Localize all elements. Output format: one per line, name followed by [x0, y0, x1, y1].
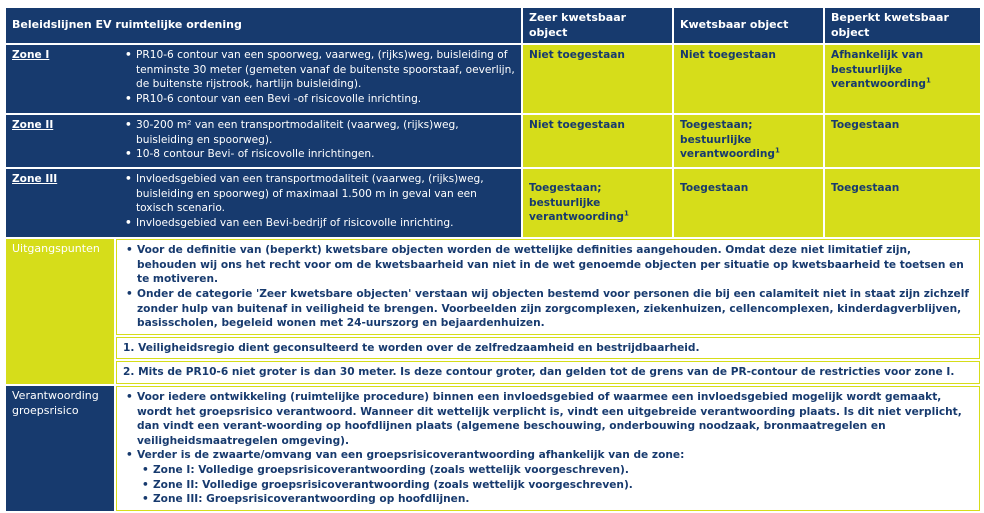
- zone-3-zeer: [523, 169, 672, 237]
- zone-2-kwetsbaar: [674, 115, 823, 167]
- uitgangspunten-bullets: [123, 243, 973, 331]
- header-beperkt-kwetsbaar: Beperkt kwetsbaar object: [825, 8, 980, 43]
- zone-2-bullets: [122, 118, 515, 162]
- zone-weight-2: • Zone II: Volledige groepsrisicoverantwoording (zoals wettelijk voorgeschreven).: [153, 478, 973, 493]
- zone-3-zeer-footnote: 1: [623, 209, 629, 218]
- header-row: [6, 8, 980, 43]
- verantwoording-row: [6, 386, 980, 511]
- zone-row-3: [6, 169, 980, 237]
- zone-3-kwetsbaar: Toegestaan: [674, 169, 823, 237]
- zone-3-bullet-2: • Invloedsgebied van een Bevi-bedrijf of risicovolle inrichting.: [136, 216, 515, 231]
- policy-table-container: [4, 6, 980, 513]
- zone-3-bullets: [122, 172, 515, 230]
- verantwoording-section: [6, 386, 980, 511]
- footnote-1: 1. Veiligheidsregio dient geconsulteerd te worden over de zelfredzaamheid en bestrijdbaarheid.: [116, 337, 980, 360]
- zone-3-beperkt: Toegestaan: [825, 169, 980, 237]
- zone-1-bullet-2: • PR10-6 contour van een Bevi -of risicovolle inrichting.: [136, 92, 515, 107]
- zone-2-kwetsbaar-footnote: 1: [774, 146, 780, 155]
- zone-row-1: [6, 45, 980, 113]
- uitgangspunten-bullet-2: • Onder de categorie 'Zeer kwetsbare objecten' verstaan wij objecten bestemd voor personen die bij een calamiteit niet in staat zijn zichzelf zonder hulp van buitenaf in veiligheid te brengen. Voorbeelden zijn zorgcomplexen, ziekenhuizen, cellencomplexen, kinderdagverblijven, basisscholen, begeleid wonen met 24-uurszorg en bejaardenhuizen.: [137, 287, 973, 331]
- zone-weight-3: • Zone III: Groepsrisicoverantwoording op hoofdlijnen.: [153, 492, 973, 507]
- zone-1-bullet-1: • PR10-6 contour van een spoorweg, vaarweg, (rijks)weg, buisleiding of tenminste 30 meter (gemeten vanaf de buitenste spoorstaaf, oeverlijn, de buitenste rijstrook, hartlijn buisleiding).: [136, 48, 515, 92]
- uitgangspunten-section: [6, 239, 980, 384]
- zone-3-zeer-text: Toegestaan; bestuurlijke verantwoording: [529, 182, 624, 224]
- zone-weight-1: • Zone I: Volledige groepsrisicoverantwoording (zoals wettelijk voorgeschreven).: [153, 463, 973, 478]
- zone-1-beperkt: [825, 45, 980, 113]
- zone-3-title: Zone III: [12, 173, 58, 186]
- policy-table: [4, 6, 982, 513]
- zone-2-bullet-1: • 30-200 m² van een transportmodaliteit (vaarweg, (rijks)weg, buisleiding en spoorweg).: [136, 118, 515, 147]
- zone-2-beperkt: Toegestaan: [825, 115, 980, 167]
- zone-3-bullet-1: • Invloedsgebied van een transportmodaliteit (vaarweg, (rijks)weg, buisleiding en spoorweg) of maximaal 1.500 m in geval van een toxisch scenario.: [136, 172, 515, 216]
- zone-1-beperkt-footnote: 1: [925, 76, 931, 85]
- header-zeer-kwetsbaar: Zeer kwetsbaar object: [523, 8, 672, 43]
- zone-2-zeer: Niet toegestaan: [523, 115, 672, 167]
- header-policy: Beleidslijnen EV ruimtelijke ordening: [6, 8, 521, 43]
- zone-2-title: Zone II: [12, 119, 54, 132]
- zone-1-bullets: [122, 48, 515, 106]
- verantwoording-bullets: [123, 390, 973, 507]
- footnote-2: 2. Mits de PR10-6 niet groter is dan 30 meter. Is deze contour groter, dan gelden tot de grens van de PR-contour de restricties voor zone I.: [116, 361, 980, 384]
- header-kwetsbaar: Kwetsbaar object: [674, 8, 823, 43]
- verantwoording-bullet-2: [137, 448, 973, 506]
- verantwoording-content: [116, 386, 980, 511]
- uitgangspunten-label: Uitgangspunten: [6, 239, 114, 384]
- zone-2-kwetsbaar-text: Toegestaan; bestuurlijke verantwoording: [680, 119, 775, 161]
- zone-1-beperkt-text: Afhankelijk van bestuurlijke verantwoording: [831, 49, 926, 91]
- zone-1-description: [6, 45, 521, 113]
- zone-2-bullet-2: • 10-8 contour Bevi- of risicovolle inrichtingen.: [136, 147, 515, 162]
- verantwoording-label: Verantwoording groepsrisico: [6, 386, 114, 511]
- uitgangspunten-row: [6, 239, 980, 384]
- zone-weight-list: [137, 463, 973, 507]
- verantwoording-bullet-1: • Voor iedere ontwikkeling (ruimtelijke procedure) binnen een invloedsgebied of waarmee een invloedsgebied mogelijk wordt gemaakt, wordt het groepsrisico verantwoord. Wanneer dit wettelijk verplicht is, vindt een uitgebreide verantwoording plaats. Is dit niet verplicht, dan vindt een verant-woording op hoofdlijnen plaats (algemene beschouwing, onderbouwing noodzaak, bronmaatregelen en veiligheidsmaatregelen omgeving).: [137, 390, 973, 448]
- zone-1-zeer: Niet toegestaan: [523, 45, 672, 113]
- zone-3-description: [6, 169, 521, 237]
- zone-2-description: [6, 115, 521, 167]
- zone-1-title: Zone I: [12, 49, 50, 62]
- verantwoording-bullet-2-text: Verder is de zwaarte/omvang van een groepsrisicoverantwoording afhankelijk van de zone:: [137, 449, 685, 462]
- zone-1-kwetsbaar: Niet toegestaan: [674, 45, 823, 113]
- uitgangspunten-bullet-1: • Voor de definitie van (beperkt) kwetsbare objecten worden de wettelijke definities aangehouden. Omdat deze niet limitatief zijn, behouden wij ons het recht voor om de kwetsbaarheid van niet in de wet genoemde objecten per situatie op kwetsbaarheid te toetsen en te motiveren.: [137, 243, 973, 287]
- uitgangspunten-main: [116, 239, 980, 335]
- zone-row-2: [6, 115, 980, 167]
